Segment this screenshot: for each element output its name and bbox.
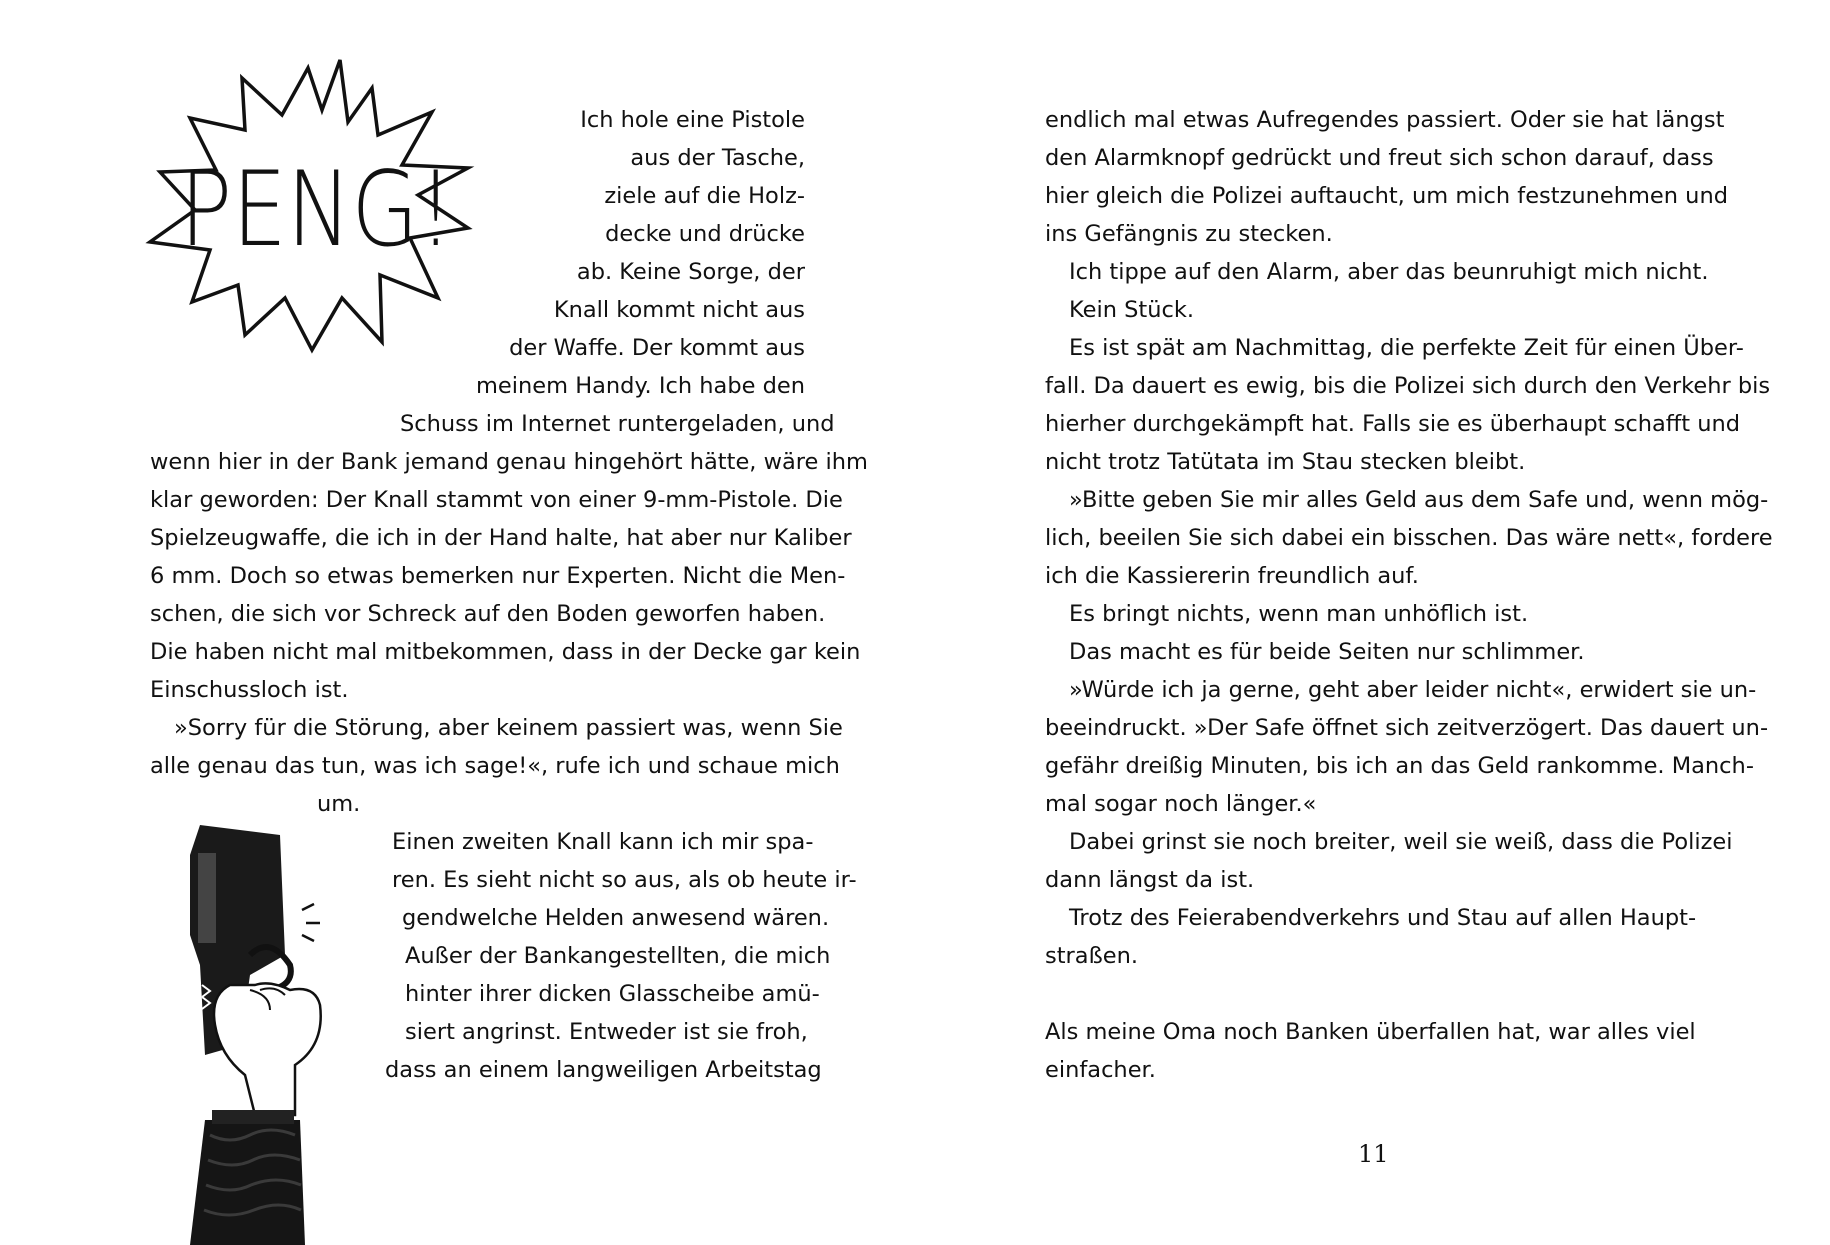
left-line: Außer der Bankangestellten, die mich <box>405 943 831 969</box>
left-line: Ich hole eine Pistole <box>580 107 805 133</box>
right-line: ich die Kassiererin freundlich auf. <box>1045 563 1419 589</box>
left-line: ren. Es sieht nicht so aus, als ob heute ir- <box>392 867 857 893</box>
hand-shape <box>214 983 321 1115</box>
right-line: lich, beeilen Sie sich dabei ein bisschen. Das wäre nett«, fordere <box>1045 525 1773 551</box>
left-line: Die haben nicht mal mitbekommen, dass in der Decke gar kein <box>150 639 861 665</box>
left-line: Schuss im Internet runtergeladen, und <box>400 411 835 437</box>
right-line: gefähr dreißig Minuten, bis ich an das Geld rankomme. Manch- <box>1045 753 1754 779</box>
left-line: decke und drücke <box>605 221 805 247</box>
left-line: wenn hier in der Bank jemand genau hingehört hätte, wäre ihm <box>150 449 868 475</box>
left-line: siert angrinst. Entweder ist sie froh, <box>405 1019 808 1045</box>
right-line: Ich tippe auf den Alarm, aber das beunruhigt mich nicht. <box>1069 259 1709 285</box>
peng-text: PENG! <box>179 150 454 270</box>
right-line: einfacher. <box>1045 1057 1156 1083</box>
left-line: der Waffe. Der kommt aus <box>509 335 805 361</box>
right-line: fall. Da dauert es ewig, bis die Polizei sich durch den Verkehr bis <box>1045 373 1771 399</box>
right-line: Es bringt nichts, wenn man unhöflich ist. <box>1069 601 1529 627</box>
gun-slide-shape <box>198 853 216 943</box>
right-line: »Würde ich ja gerne, geht aber leider nicht«, erwidert sie un- <box>1069 677 1757 703</box>
left-line: gendwelche Helden anwesend wären. <box>402 905 830 931</box>
right-line: Dabei grinst sie noch breiter, weil sie weiß, dass die Polizei <box>1069 829 1733 855</box>
hand-gun-illustration <box>160 815 330 1245</box>
right-line: Kein Stück. <box>1069 297 1195 323</box>
right-line: ins Gefängnis zu stecken. <box>1045 221 1333 247</box>
left-line: hinter ihrer dicken Glasscheibe amü- <box>405 981 820 1007</box>
left-line: schen, die sich vor Schreck auf den Boden geworfen haben. <box>150 601 826 627</box>
left-line: klar geworden: Der Knall stammt von einer 9-mm-Pistole. Die <box>150 487 843 513</box>
left-line: um. <box>317 791 361 817</box>
right-line: Das macht es für beide Seiten nur schlimmer. <box>1069 639 1585 665</box>
left-line: Einschussloch ist. <box>150 677 349 703</box>
left-line: ab. Keine Sorge, der <box>576 259 805 285</box>
left-line: ziele auf die Holz- <box>604 183 805 209</box>
left-line: dass an einem langweiligen Arbeitstag <box>385 1057 822 1083</box>
left-line: 6 mm. Doch so etwas bemerken nur Experten. Nicht die Men- <box>150 563 846 589</box>
right-line: nicht trotz Tatütata im Stau stecken bleibt. <box>1045 449 1526 475</box>
right-line: hier gleich die Polizei auftaucht, um mich festzunehmen und <box>1045 183 1728 209</box>
left-line: »Sorry für die Störung, aber keinem passiert was, wenn Sie <box>174 715 843 741</box>
right-line: »Bitte geben Sie mir alles Geld aus dem Safe und, wenn mög- <box>1069 487 1769 513</box>
left-line: alle genau das tun, was ich sage!«, rufe ich und schaue mich <box>150 753 840 779</box>
sparkle-marks <box>302 904 320 941</box>
peng-burst-illustration <box>150 60 470 350</box>
page-number: 11 <box>1358 1140 1389 1168</box>
cuff-shape <box>212 1110 294 1124</box>
left-line: Knall kommt nicht aus <box>553 297 805 323</box>
right-line: hierher durchgekämpft hat. Falls sie es überhaupt schafft und <box>1045 411 1741 437</box>
right-line: mal sogar noch länger.« <box>1045 791 1317 817</box>
right-line: Es ist spät am Nachmittag, die perfekte Zeit für einen Über- <box>1069 335 1744 361</box>
right-line: straßen. <box>1045 943 1139 969</box>
right-line: dann längst da ist. <box>1045 867 1255 893</box>
right-line: Als meine Oma noch Banken überfallen hat, war alles viel <box>1045 1019 1696 1045</box>
right-line: endlich mal etwas Aufregendes passiert. Oder sie hat längst <box>1045 107 1725 133</box>
left-line: Einen zweiten Knall kann ich mir spa- <box>392 829 814 855</box>
right-line: beeindruckt. »Der Safe öffnet sich zeitverzögert. Das dauert un- <box>1045 715 1769 741</box>
left-line: meinem Handy. Ich habe den <box>476 373 805 399</box>
left-line: Spielzeugwaffe, die ich in der Hand halte, hat aber nur Kaliber <box>150 525 852 551</box>
right-line: Trotz des Feierabendverkehrs und Stau auf allen Haupt- <box>1069 905 1697 931</box>
right-line: den Alarmknopf gedrückt und freut sich schon darauf, dass <box>1045 145 1714 171</box>
left-line: aus der Tasche, <box>630 145 805 171</box>
